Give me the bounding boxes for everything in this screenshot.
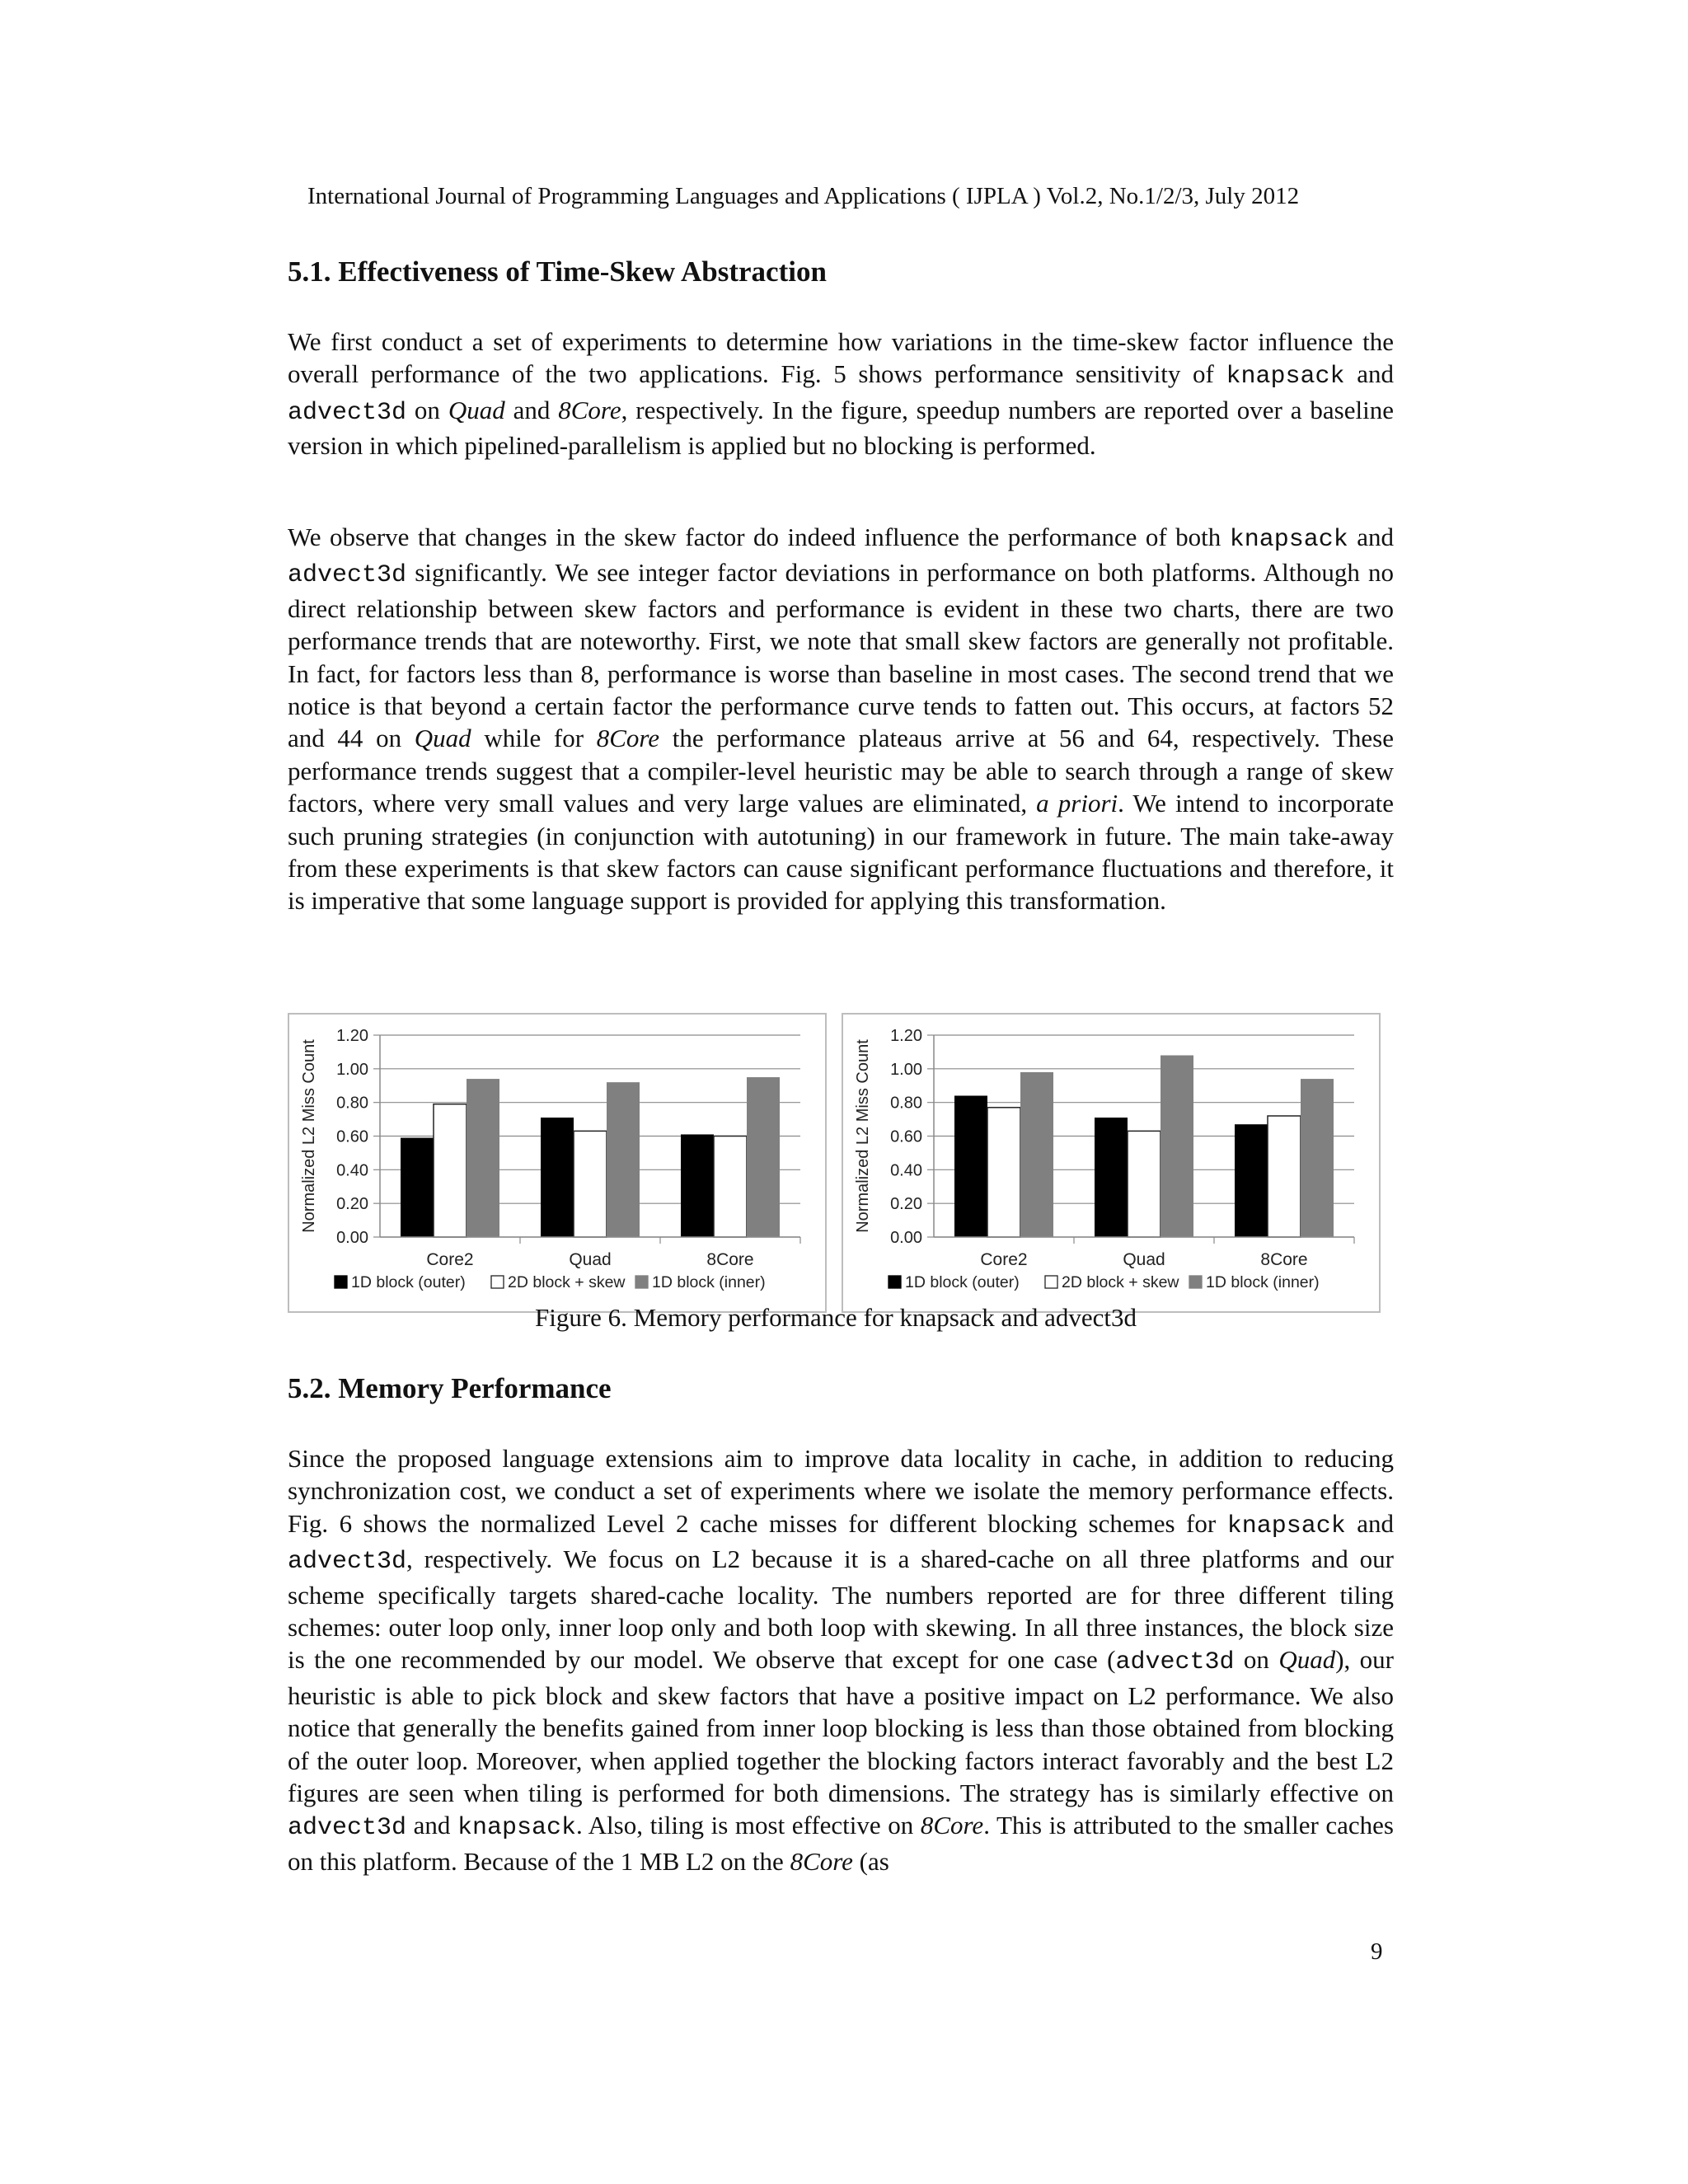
section-5-1-paragraph-1: We first conduct a set of experiments to determine how variations in the time-skew factor influence the overall performance of the two applications. Fig. 5 shows performance sensitivity of knapsack and advect3d on Quad and 8Core, respectively. In the figure, speedup numbers are reported over a baseline version in which pipelined-parallelism is applied but no blocking is performed. [288,327,1394,461]
legend-swatch-series-2 [1189,1276,1202,1288]
code-knapsack: knapsack [457,1814,577,1843]
y-tick-label: 0.60 [890,1127,922,1146]
figure-6-advect3d-chart [842,1013,1381,1313]
figure-6-caption: Figure 6. Memory performance for knapsack and advect3d [535,1303,1137,1332]
y-tick-label: 1.00 [336,1060,368,1079]
y-tick-label: 0.40 [336,1161,368,1180]
section-5-1-paragraph-2: We observe that changes in the skew factor do indeed influence the performance of both knapsack and advect3d significantly. We see integer factor deviations in performance on both platforms. Although no direct relationship between skew factors and performance is evident in these two charts, there are two performance trends that are noteworthy. First, we note that small skew factors are generally not profitable. In fact, for factors less than 8, performance is worse than baseline in most cases. The second trend that we notice is that beyond a certain factor the performance curve tends to fatten out. This occurs, at factors 52 and 44 on Quad while for 8Core the performance plateaus arrive at 56 and 64, respectively. These performance trends suggest that a compiler-level heuristic may be able to search through a range of skew factors, where very small values and very large values are eliminated, a priori. We intend to incorporate such pruning strategies (in conjunction with autotuning) in our framework in future. The main take-away from these experiments is that skew factors can cause significant performance fluctuations and therefore, it is imperative that some language support is provided for applying this transformation. [288,523,1394,916]
y-tick-label: 0.00 [890,1229,922,1247]
legend-swatch-series-0 [335,1276,347,1288]
y-tick-label: 0.00 [336,1229,368,1247]
bar-8core-series-0 [1235,1124,1268,1237]
bar-quad-series-2 [1160,1056,1193,1238]
x-category-label: Quad [569,1250,612,1269]
y-tick-label: 0.60 [336,1127,368,1146]
section-5-2-title: 5.2. Memory Performance [288,1372,612,1404]
legend-swatch-series-1 [1045,1276,1057,1288]
bar-quad-series-1 [574,1131,607,1237]
y-axis-label: Normalized L2 Miss Count [854,1039,872,1233]
y-tick-label: 0.80 [336,1094,368,1113]
legend-label-series-1: 2D block + skew [508,1273,626,1291]
section-5-1-title: 5.1. Effectiveness of Time-Skew Abstraction [288,255,827,288]
bar-8core-series-2 [747,1077,780,1237]
legend-label-series-2: 1D block (inner) [652,1273,766,1291]
code-advect3d: advect3d [288,1814,407,1843]
x-category-label: Core2 [980,1250,1028,1269]
y-axis-label: Normalized L2 Miss Count [300,1039,318,1233]
advect3d-l2-chart-svg [843,1015,1379,1311]
bar-8core-series-2 [1301,1079,1334,1237]
x-category-label: Core2 [426,1250,474,1269]
legend-swatch-series-2 [635,1276,648,1288]
knapsack-l2-chart-svg [289,1015,825,1311]
bar-8core-series-1 [1268,1116,1301,1237]
bar-core2-series-2 [1020,1072,1053,1237]
legend-label-series-0: 1D block (outer) [351,1273,466,1291]
bar-8core-series-1 [714,1137,747,1238]
bar-core2-series-0 [401,1138,434,1237]
x-category-label: 8Core [1260,1250,1308,1269]
legend-label-series-2: 1D block (inner) [1206,1273,1320,1291]
figure-6-knapsack-chart [288,1013,827,1313]
page-number: 9 [1371,1938,1383,1965]
section-5-2-paragraph-1: Since the proposed language extensions aim to improve data locality in cache, in addition to reducing synchronization cost, we conduct a set of experiments where we isolate the memory performance effects. Fig. 6 shows the normalized Level 2 cache misses for different blocking schemes for knapsack and advect3d, respectively. We focus on L2 because it is a shared-cache on all three platforms and our scheme specifically targets shared-cache locality. The numbers reported are for three different tiling schemes: outer loop only, inner loop only and both loop with skewing. In all three instances, the block size is the one recommended by our model. We observe that except for one case (advect3d on Quad), our heuristic is able to pick block and skew factors that have a positive impact on L2 performance. We also notice that generally the benefits gained from inner loop blocking is less than those obtained from blocking of the outer loop. Moreover, when applied together the blocking factors interact favorably and the best L2 figures are seen when tiling is performed for both dimensions. The strategy has is similarly effective on advect3d and knapsack. Also, tiling is most effective on 8Core. This is attributed to the smaller caches on this platform. Because of the 1 MB L2 on the 8Core (as [288,1444,1395,1876]
code-knapsack: knapsack [1229,526,1348,554]
code-knapsack: knapsack [1226,1511,1346,1540]
y-tick-label: 0.20 [890,1195,922,1214]
legend-label-series-0: 1D block (outer) [905,1273,1020,1291]
y-tick-label: 0.80 [890,1094,922,1113]
bar-core2-series-0 [954,1096,987,1238]
bar-8core-series-0 [681,1134,714,1237]
x-category-label: 8Core [706,1250,754,1269]
y-tick-label: 1.00 [890,1060,922,1079]
bar-core2-series-1 [434,1104,467,1237]
code-advect3d: advect3d [288,1548,407,1577]
legend-swatch-series-0 [889,1276,901,1288]
y-tick-label: 1.20 [336,1027,368,1045]
y-tick-label: 1.20 [890,1027,922,1045]
code-knapsack: knapsack [1226,363,1345,391]
code-advect3d: advect3d [1115,1648,1235,1677]
code-advect3d: advect3d [288,398,407,427]
bar-quad-series-0 [541,1118,574,1237]
bar-core2-series-1 [987,1108,1020,1237]
y-tick-label: 0.20 [336,1195,368,1214]
x-category-label: Quad [1123,1250,1165,1269]
bar-quad-series-0 [1095,1118,1128,1237]
journal-header: International Journal of Programming Languages and Applications ( IJPLA ) Vol.2, No.1/2/3, July 2012 [307,183,1300,209]
bar-core2-series-2 [467,1079,499,1237]
legend-swatch-series-1 [491,1276,504,1288]
y-tick-label: 0.40 [890,1161,922,1180]
legend-label-series-1: 2D block + skew [1062,1273,1179,1291]
bar-quad-series-2 [607,1082,640,1237]
bar-quad-series-1 [1128,1131,1160,1237]
code-advect3d: advect3d [288,561,407,590]
